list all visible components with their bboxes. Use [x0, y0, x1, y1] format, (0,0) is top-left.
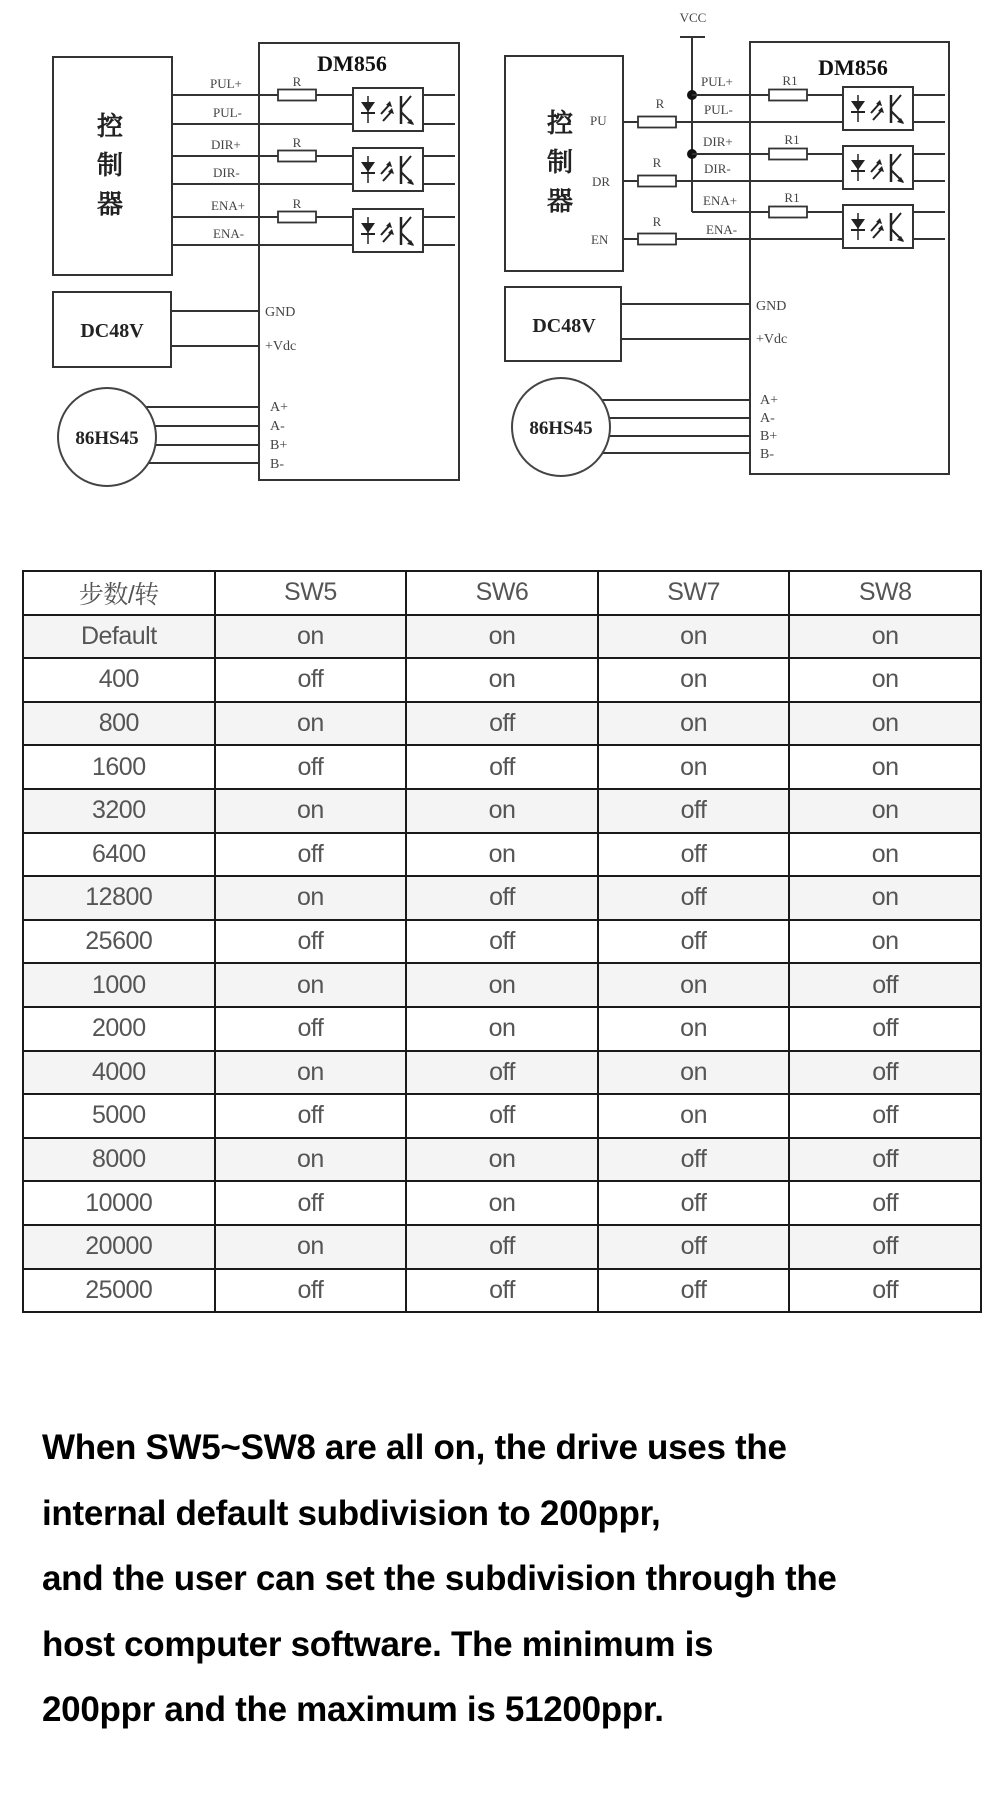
switch-state-cell: off: [215, 1094, 407, 1138]
switch-state-cell: off: [406, 702, 598, 746]
controller-label-3: 器: [96, 190, 124, 219]
switch-state-cell: on: [598, 1094, 790, 1138]
diagram-right: [505, 10, 949, 476]
switch-state-cell: on: [215, 615, 407, 659]
switch-state-cell: on: [789, 833, 981, 877]
pin-label-a-minus: A-: [270, 419, 285, 434]
pin-label-a-plus: A+: [270, 400, 289, 415]
resistor-icon: [769, 149, 807, 160]
note-line: host computer software. The minimum is: [42, 1624, 714, 1664]
pin-label-b-minus: B-: [270, 457, 284, 472]
pin-label-gnd: GND: [265, 305, 296, 320]
pin-label-dir-minus: DIR-: [704, 161, 731, 176]
switch-state-cell: on: [598, 658, 790, 702]
pin-label-dir-plus: DIR+: [211, 137, 241, 152]
motor-label: 86HS45: [529, 418, 593, 439]
controller-pin-pu: PU: [590, 113, 607, 128]
pin-label-dir-plus: DIR+: [703, 134, 733, 149]
switch-state-cell: off: [789, 1007, 981, 1051]
switch-state-cell: off: [789, 1138, 981, 1182]
resistor-icon: [769, 90, 807, 101]
switch-state-cell: off: [598, 833, 790, 877]
pin-label-ena-minus: ENA-: [706, 222, 738, 237]
table-row: [23, 1051, 981, 1095]
resistor-icon: [278, 212, 316, 223]
steps-cell: 1600: [23, 745, 215, 789]
steps-cell: 3200: [23, 789, 215, 833]
switch-state-cell: off: [789, 1181, 981, 1225]
resistor-icon: [638, 176, 676, 187]
pin-label-b-plus: B+: [270, 438, 288, 453]
switch-state-cell: off: [406, 920, 598, 964]
switch-state-cell: on: [789, 745, 981, 789]
switch-state-cell: off: [215, 920, 407, 964]
pin-label-a-plus: A+: [760, 393, 779, 408]
header-sw5: SW5: [215, 571, 407, 615]
switch-state-cell: on: [215, 1051, 407, 1095]
resistor-label: R: [652, 214, 662, 229]
steps-cell: 20000: [23, 1225, 215, 1269]
switch-state-cell: off: [789, 963, 981, 1007]
resistor-icon: [278, 151, 316, 162]
switch-state-cell: on: [406, 833, 598, 877]
wiring-diagrams-svg: [0, 0, 1000, 500]
steps-cell: 400: [23, 658, 215, 702]
steps-cell: Default: [23, 615, 215, 659]
steps-cell: 8000: [23, 1138, 215, 1182]
dip-switch-table: [22, 570, 982, 1313]
optocoupler-icon: [843, 146, 913, 189]
switch-state-cell: on: [215, 876, 407, 920]
vcc-label: VCC: [679, 10, 707, 25]
switch-state-cell: off: [215, 1007, 407, 1051]
controller-label-3: 器: [546, 187, 574, 216]
wiring-diagrams: [0, 0, 1000, 500]
switch-state-cell: on: [406, 789, 598, 833]
switch-state-cell: off: [598, 1138, 790, 1182]
table-row: [23, 1269, 981, 1313]
pin-label-vdc: +Vdc: [756, 332, 788, 347]
switch-state-cell: on: [598, 702, 790, 746]
switch-state-cell: off: [789, 1094, 981, 1138]
table-row: [23, 615, 981, 659]
switch-state-cell: on: [406, 1181, 598, 1225]
steps-cell: 5000: [23, 1094, 215, 1138]
resistor-label: R1: [784, 132, 800, 147]
pin-label-pul-minus: PUL-: [213, 105, 242, 120]
switch-state-cell: on: [598, 1007, 790, 1051]
switch-state-cell: on: [789, 876, 981, 920]
switch-state-cell: on: [215, 963, 407, 1007]
table-row: [23, 658, 981, 702]
switch-state-cell: on: [598, 745, 790, 789]
switch-state-cell: off: [406, 1051, 598, 1095]
pin-label-b-minus: B-: [760, 447, 774, 462]
driver-title: DM856: [818, 55, 888, 80]
resistor-icon: [278, 90, 316, 101]
pin-label-pul-plus: PUL+: [701, 74, 733, 89]
table-row: [23, 833, 981, 877]
switch-state-cell: off: [789, 1225, 981, 1269]
pin-label-vdc: +Vdc: [265, 339, 297, 354]
motor-label: 86HS45: [75, 428, 139, 449]
resistor-icon: [638, 117, 676, 128]
table-row: [23, 963, 981, 1007]
controller-label-1: 控: [546, 109, 574, 138]
pin-label-ena-plus: ENA+: [703, 193, 738, 208]
switch-state-cell: on: [598, 963, 790, 1007]
dip-switch-table-container: [22, 570, 982, 1313]
table-row: [23, 1181, 981, 1225]
switch-state-cell: on: [215, 1138, 407, 1182]
steps-cell: 25600: [23, 920, 215, 964]
switch-state-cell: off: [598, 1269, 790, 1313]
note-line: 200ppr and the maximum is 51200ppr.: [42, 1690, 664, 1729]
optocoupler-icon: [843, 87, 913, 130]
resistor-label: R: [292, 135, 302, 150]
switch-state-cell: off: [598, 789, 790, 833]
pin-label-dir-minus: DIR-: [213, 165, 240, 180]
steps-cell: 800: [23, 702, 215, 746]
switch-state-cell: on: [789, 920, 981, 964]
switch-state-cell: off: [406, 1269, 598, 1313]
switch-state-cell: off: [598, 920, 790, 964]
pin-label-pul-plus: PUL+: [210, 76, 242, 91]
resistor-label: R: [292, 196, 302, 211]
switch-state-cell: on: [598, 1051, 790, 1095]
steps-cell: 2000: [23, 1007, 215, 1051]
switch-state-cell: on: [406, 615, 598, 659]
switch-state-cell: on: [406, 658, 598, 702]
table-row: [23, 702, 981, 746]
switch-state-cell: off: [406, 1225, 598, 1269]
switch-state-cell: off: [406, 876, 598, 920]
power-supply-label: DC48V: [80, 320, 144, 342]
resistor-label: R: [655, 96, 665, 111]
steps-cell: 25000: [23, 1269, 215, 1313]
table-row: [23, 745, 981, 789]
switch-state-cell: off: [789, 1269, 981, 1313]
switch-state-cell: off: [789, 1051, 981, 1095]
switch-state-cell: on: [215, 789, 407, 833]
table-row: [23, 789, 981, 833]
resistor-label: R: [652, 155, 662, 170]
subdivision-note: [42, 1415, 982, 1743]
table-row: [23, 1138, 981, 1182]
switch-state-cell: on: [406, 1007, 598, 1051]
pin-label-ena-minus: ENA-: [213, 226, 245, 241]
switch-state-cell: off: [406, 745, 598, 789]
table-row: [23, 1094, 981, 1138]
switch-state-cell: on: [215, 702, 407, 746]
table-row: [23, 876, 981, 920]
table-row: [23, 920, 981, 964]
switch-state-cell: on: [406, 963, 598, 1007]
pin-label-ena-plus: ENA+: [211, 198, 246, 213]
switch-state-cell: off: [598, 876, 790, 920]
header-sw8: SW8: [789, 571, 981, 615]
controller-label-2: 制: [96, 151, 124, 180]
resistor-label: R1: [782, 73, 798, 88]
header-sw7: SW7: [598, 571, 790, 615]
switch-state-cell: off: [215, 745, 407, 789]
switch-state-cell: on: [406, 1138, 598, 1182]
controller-label-1: 控: [96, 112, 124, 141]
table-header-row: [23, 571, 981, 615]
resistor-label: R1: [784, 190, 800, 205]
resistor-label: R: [292, 74, 302, 89]
steps-cell: 4000: [23, 1051, 215, 1095]
switch-state-cell: off: [215, 1269, 407, 1313]
note-line: When SW5~SW8 are all on, the drive uses the: [42, 1428, 787, 1467]
power-supply-label: DC48V: [532, 315, 596, 337]
switch-state-cell: off: [598, 1181, 790, 1225]
switch-state-cell: off: [215, 1181, 407, 1225]
optocoupler-icon: [353, 88, 423, 131]
optocoupler-icon: [843, 205, 913, 248]
switch-state-cell: off: [406, 1094, 598, 1138]
switch-state-cell: on: [215, 1225, 407, 1269]
steps-cell: 12800: [23, 876, 215, 920]
switch-state-cell: on: [789, 658, 981, 702]
pin-label-a-minus: A-: [760, 411, 775, 426]
diagram-left: [53, 43, 459, 486]
header-sw6: SW6: [406, 571, 598, 615]
steps-cell: 1000: [23, 963, 215, 1007]
steps-cell: 6400: [23, 833, 215, 877]
optocoupler-icon: [353, 209, 423, 252]
driver-title: DM856: [317, 51, 387, 76]
table-body: [23, 615, 981, 1313]
table-row: [23, 1007, 981, 1051]
controller-pin-dr: DR: [592, 174, 611, 189]
switch-state-cell: off: [215, 833, 407, 877]
optocoupler-icon: [353, 148, 423, 191]
switch-state-cell: on: [789, 615, 981, 659]
resistor-icon: [638, 234, 676, 245]
header-steps-per-rev: 步数/转: [23, 571, 215, 615]
switch-state-cell: on: [789, 702, 981, 746]
pin-label-gnd: GND: [756, 299, 787, 314]
switch-state-cell: on: [789, 789, 981, 833]
note-line: internal default subdivision to 200ppr,: [42, 1493, 661, 1533]
resistor-icon: [769, 207, 807, 218]
pin-label-b-plus: B+: [760, 429, 778, 444]
note-line: and the user can set the subdivision through the: [42, 1559, 837, 1598]
table-row: [23, 1225, 981, 1269]
pin-label-pul-minus: PUL-: [704, 102, 733, 117]
switch-state-cell: off: [598, 1225, 790, 1269]
switch-state-cell: on: [598, 615, 790, 659]
steps-cell: 10000: [23, 1181, 215, 1225]
controller-label-2: 制: [546, 148, 574, 177]
controller-pin-en: EN: [591, 232, 609, 247]
switch-state-cell: off: [215, 658, 407, 702]
